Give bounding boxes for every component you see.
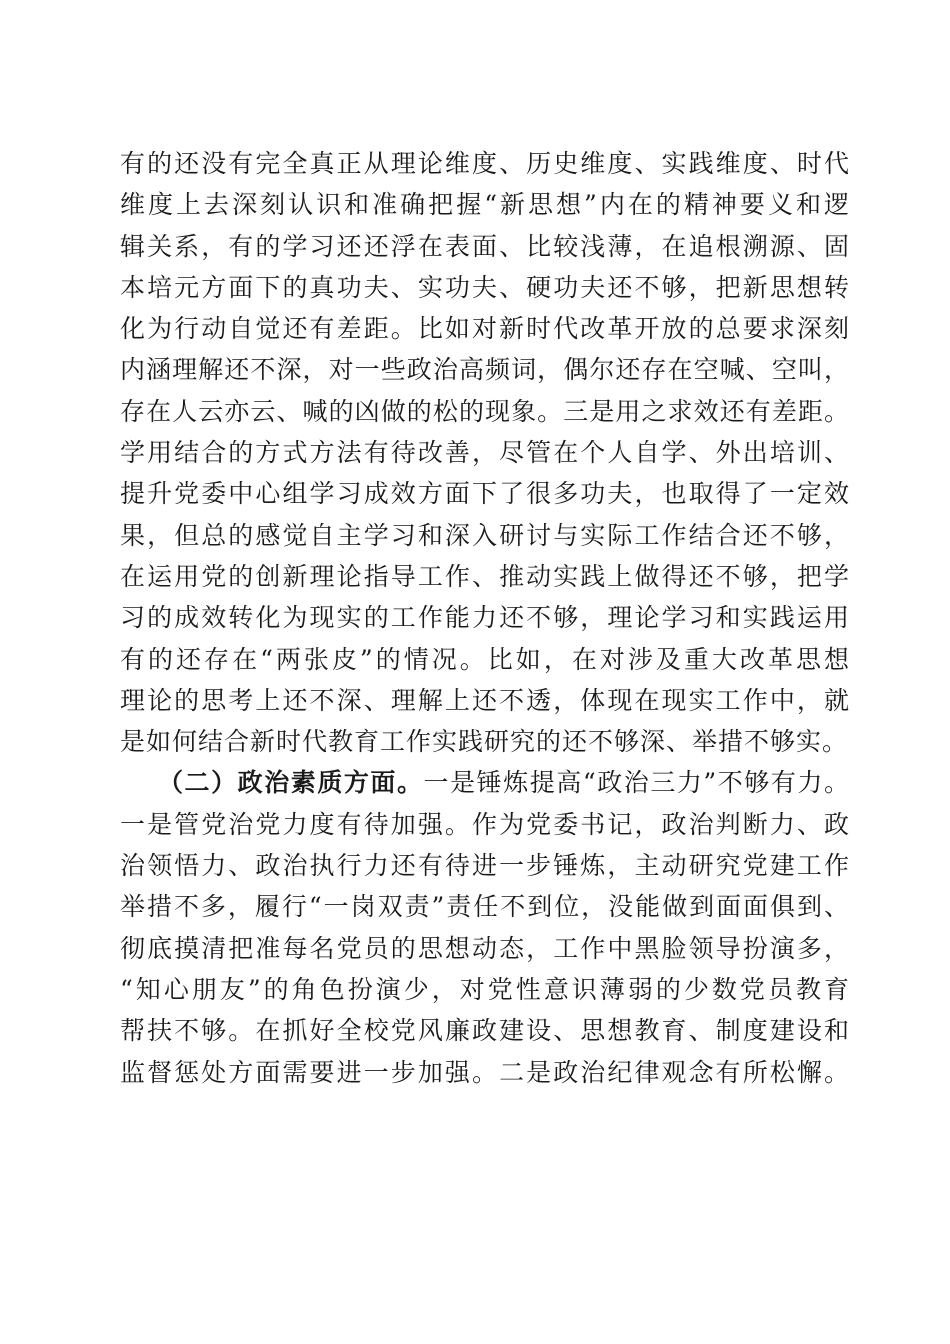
text-line: 治领悟力、政治执行力还有待进一步锤炼，主动研究党建工作 <box>120 851 850 881</box>
text-line: 化为行动自觉还有差距。比如对新时代改革开放的总要求深刻 <box>120 314 850 344</box>
text-line: 一是管党治党力度有待加强。作为党委书记，政治判断力、政 <box>120 809 850 839</box>
text-line: 内涵理解还不深，对一些政治高频词，偶尔还存在空喊、空叫， <box>120 355 850 385</box>
text-line: 在运用党的创新理论指导工作、推动实践上做得还不够，把学 <box>120 561 850 591</box>
text-line: 习的成效转化为现实的工作能力还不够，理论学习和实践运用 <box>120 603 850 633</box>
text-line: 本培元方面下的真功夫、实功夫、硬功夫还不够，把新思想转 <box>120 272 850 302</box>
body-text <box>120 143 850 1093</box>
text-line: “知心朋友”的角色扮演少，对党性意识薄弱的少数党员教育 <box>120 974 850 1004</box>
text-line: 学用结合的方式方法有待改善，尽管在个人自学、外出培训、 <box>120 438 850 468</box>
text-line: 提升党委中心组学习成效方面下了很多功夫，也取得了一定效 <box>120 479 850 509</box>
section-heading: （二）政治素质方面。 <box>158 768 424 798</box>
text-line: 维度上去深刻认识和准确把握“新思想”内在的精神要义和逻 <box>120 190 850 220</box>
section-heading-line <box>120 762 850 803</box>
text-line: 监督惩处方面需要进一步加强。二是政治纪律观念有所松懈。 <box>120 1057 850 1087</box>
section-heading-rest: 一是锤炼提高“政治三力”不够有力。 <box>423 768 850 798</box>
text-line: 举措不多，履行“一岗双责”责任不到位，没能做到面面俱到、 <box>120 892 850 922</box>
text-line: 果，但总的感觉自主学习和深入研讨与实际工作结合还不够， <box>120 520 850 550</box>
text-line: 辑关系，有的学习还还浮在表面、比较浅薄，在追根溯源、固 <box>120 231 850 261</box>
text-line: 有的还存在“两张皮”的情况。比如，在对涉及重大改革思想 <box>120 644 850 674</box>
text-line: 有的还没有完全真正从理论维度、历史维度、实践维度、时代 <box>120 149 850 178</box>
text-line: 帮扶不够。在抓好全校党风廉政建设、思想教育、制度建设和 <box>120 1016 850 1046</box>
text-line: 存在人云亦云、喊的凶做的松的现象。三是用之求效还有差距。 <box>120 396 850 426</box>
text-line: 是如何结合新时代教育工作实践研究的还不够深、举措不够实。 <box>120 727 849 757</box>
text-line: 彻底摸清把准每名党员的思想动态，工作中黑脸领导扮演多， <box>120 933 850 963</box>
text-line: 理论的思考上还不深、理解上还不透，体现在现实工作中，就 <box>120 685 850 715</box>
